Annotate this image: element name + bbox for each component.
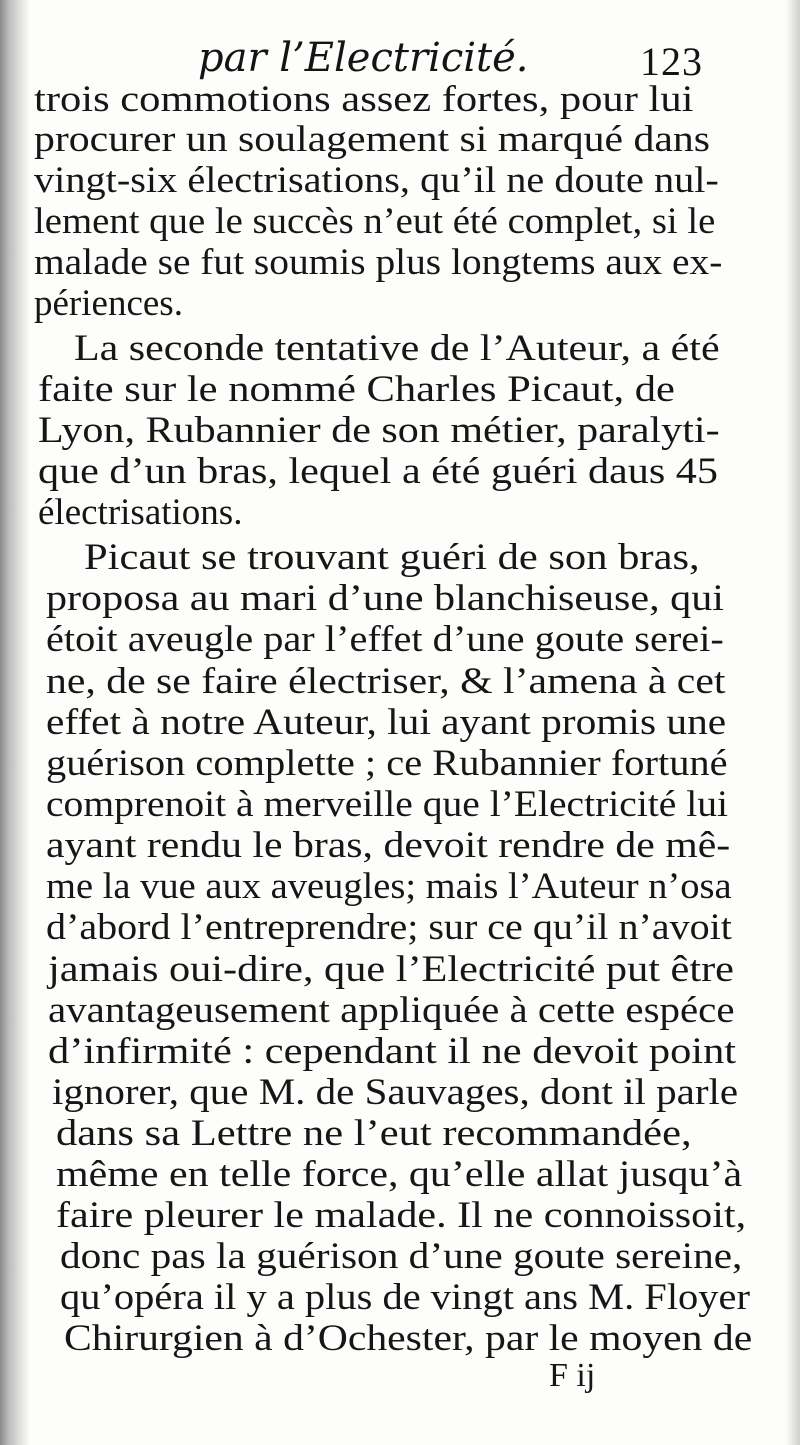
text-line: avantageusement appliquée à cette espéce [48, 990, 735, 1031]
text-line: malade se fut soumis plus longtems aux ex- [34, 242, 723, 283]
text-line: dans sa Lettre ne l’eut recommandée, [56, 1113, 692, 1154]
running-title: par l’Electricité. [198, 35, 529, 81]
text-line: qu’opéra il y a plus de vingt ans M. Floyer [60, 1277, 750, 1318]
text-line: me la vue aux aveugles; mais l’Auteur n’osa [46, 866, 732, 907]
text-line: comprenoit à merveille que l’Electricité lui [46, 784, 729, 825]
text-line: vingt-six électrisations, qu’il ne doute nul- [34, 160, 719, 201]
text-line: donc pas la guérison d’une goute sereine, [60, 1236, 743, 1277]
text-line: Chirurgien à d’Ochester, par le moyen de [64, 1318, 753, 1359]
text-line: périences. [34, 283, 183, 324]
text-line: étoit aveugle par l’effet d’une goute serei- [46, 619, 724, 660]
text-line: proposa au mari d’une blanchiseuse, qui [46, 578, 724, 619]
text-line: faire pleurer le malade. Il ne connoissoit, [56, 1195, 747, 1236]
text-line: d’infirmité : cependant il ne devoit point [48, 1031, 737, 1072]
text-line: jamais oui-dire, que l’Electricité put être [48, 949, 734, 990]
text-line: d’abord l’entreprendre; sur ce qu’il n’avoit [46, 907, 732, 948]
text-line: ayant rendu le bras, devoit rendre de mê- [46, 825, 731, 866]
text-line: procurer un soulagement si marqué dans [34, 119, 710, 160]
text-line: lement que le succès n’eut été complet, si le [34, 201, 716, 242]
text-line: même en telle force, qu’elle allat jusqu’à [56, 1154, 743, 1195]
text-line: ignorer, que M. de Sauvages, dont il parle [52, 1072, 739, 1113]
text-line: que d’un bras, lequel a été guéri daus 45 [38, 451, 718, 492]
signature-mark: F ij [549, 1357, 596, 1394]
text-line: ne, de se faire électriser, & l’amena à cet [46, 661, 726, 702]
text-line: Picaut se trouvant guéri de son bras, [84, 537, 700, 578]
page-number: 123 [640, 39, 703, 84]
text-line: électrisations. [38, 492, 243, 533]
text-line: La seconde tentative de l’Auteur, a été [74, 328, 720, 369]
page-gutter-shadow [0, 0, 30, 1445]
text-line: faite sur le nommé Charles Picaut, de [38, 369, 675, 410]
text-line: guérison complette ; ce Rubannier fortuné [46, 743, 728, 784]
text-line: Lyon, Rubannier de son métier, paralyti- [38, 410, 720, 451]
page-edge-shadow [786, 0, 800, 1445]
text-line: effet à notre Auteur, lui ayant promis une [46, 702, 727, 743]
text-line: trois commotions assez fortes, pour lui [34, 79, 694, 120]
